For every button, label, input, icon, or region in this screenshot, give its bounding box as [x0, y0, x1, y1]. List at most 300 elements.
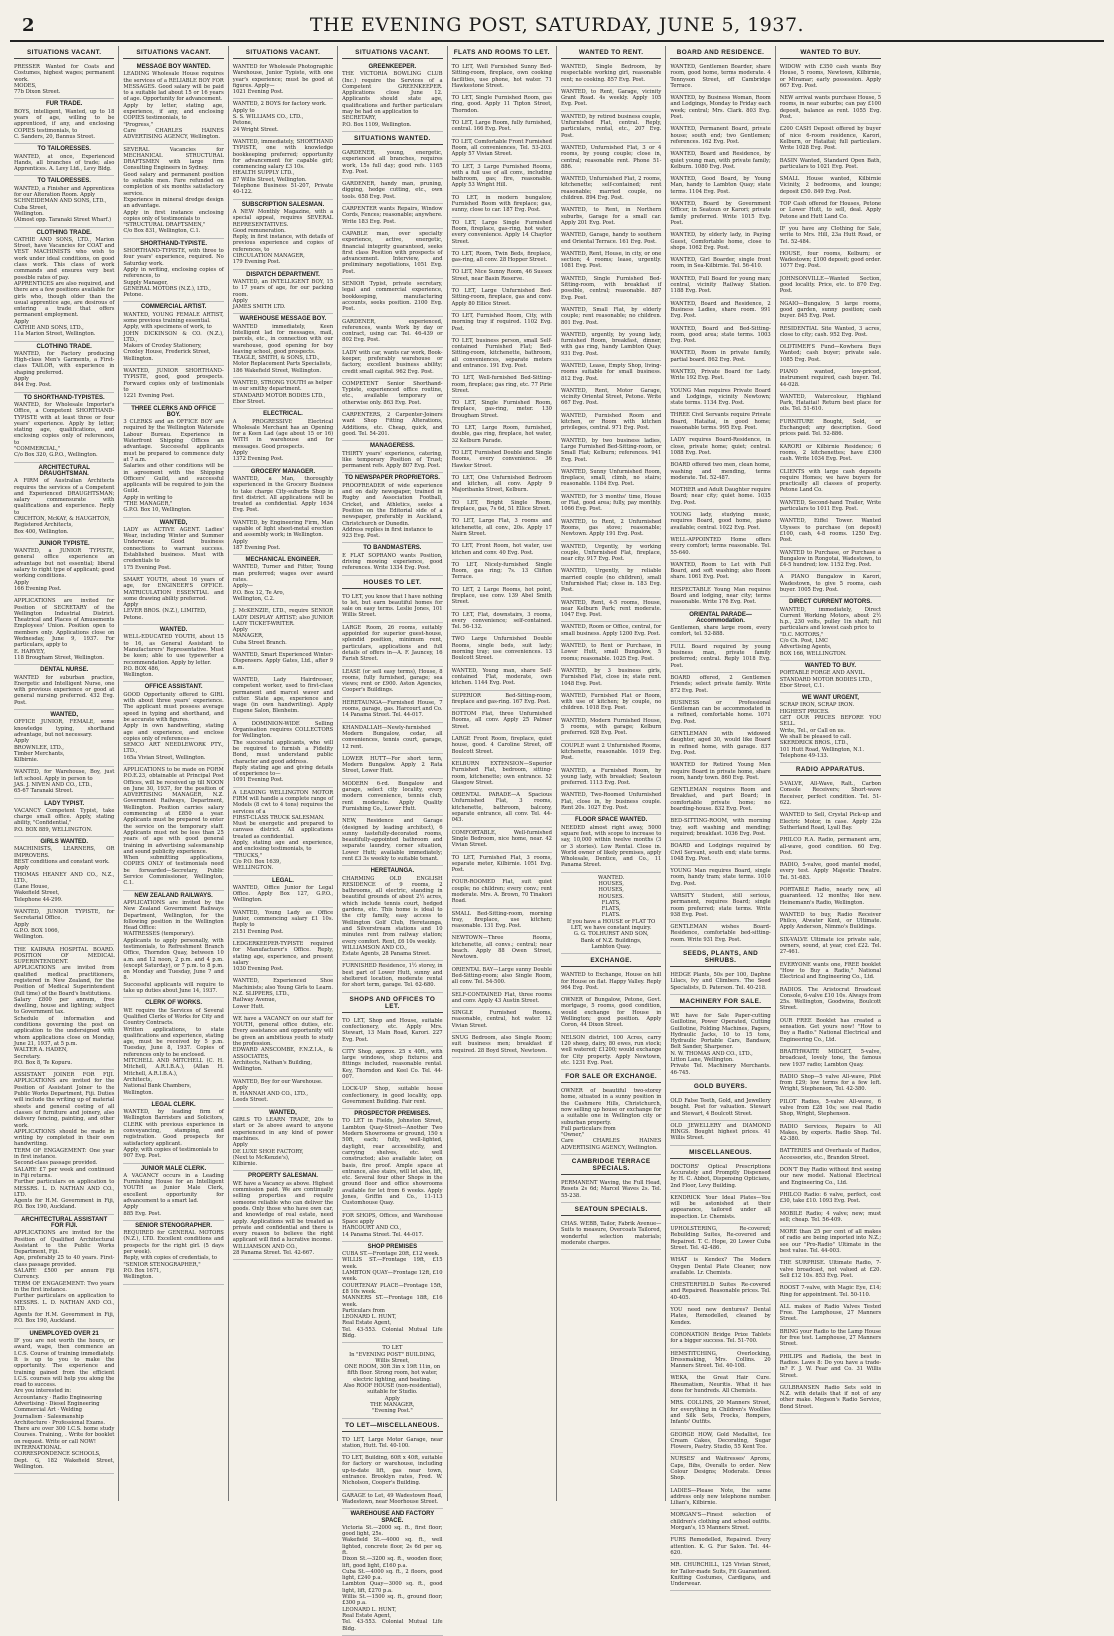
ad-heading: ORIENTAL PARADE—Accommodation. — [689, 611, 752, 624]
ad-heading: FLOOR SPACE WANTED. — [575, 817, 648, 824]
classified-ad — [780, 860, 881, 885]
section-heading: SEEDS, PLANTS, AND SHRUBS. — [670, 947, 770, 967]
ad-text: WANTED to Exchange, House on hill for House on flat. Happy Valley. Reply 964 Evg. Post. — [560, 972, 662, 991]
classified-ad — [452, 734, 552, 759]
classified-ad — [14, 393, 114, 463]
ad-heading: UNEMPLOYED OVER 21 — [29, 1330, 99, 1337]
ad-text: £200 CASH Deposit offered by buyer of nice 6-room residence, Karori, Kelburn, or Hataitai; full particulars. Write 1028 Evg. Post. — [779, 126, 882, 152]
classified-ad — [14, 228, 114, 342]
ad-text: MACHINISTS, LEARNERS, OR IMPROVERS. BEST conditions and constant work. Apply THOMAS HEANEY AND CO., N.Z., LTD., (Lane House, Wakefield Street, Telephone 44-299. — [14, 846, 115, 903]
classified-ad — [670, 1121, 770, 1146]
ad-text: WANTED, 2 BOYS for factory work. Apply to S. S. WILLIAMS CO., LTD., Petone, 24 Wright Street. — [232, 101, 327, 133]
page-number: 2 — [22, 14, 35, 36]
classified-ad — [780, 299, 881, 324]
ad-heading: MESSAGE BOY WANTED. — [136, 64, 211, 70]
classified-ad — [452, 610, 552, 635]
ad-text: MORGAN'S—Finest selection of children's clothing and school outfits. Morgan's, 15 Manners Street. — [670, 1512, 771, 1532]
ad-text: FOR SHOPS, Offices, and Warehouse Space apply HARCOURT AND CO., 14 Panama Street. Tel. 44-017. — [342, 1212, 443, 1238]
ad-text: LADIES—Please Note, the same address only new telephone number. Lilian's, Kilbirnie. — [670, 1487, 771, 1507]
classified-ad — [233, 378, 333, 409]
classified-ad — [342, 543, 442, 575]
classified-ad — [233, 270, 333, 315]
ad-text: EVERYONE wants one, FREE booklet "How to Buy a Radio," National Electrical and Engineering Co., Ltd. — [779, 961, 882, 981]
ad-heading: WAREHOUSE MESSAGE BOY. — [239, 316, 327, 323]
classified-ad — [670, 510, 770, 535]
ad-text: TO LET, Furnished Flat, 3 rooms, separate meter, Kilbirnie. 1051 Evg. Post. — [451, 854, 552, 874]
ad-text: WANTED, Young Lady as Office Junior, commencing salary £1 10s. Reply to 2151 Evening Post. — [232, 909, 334, 935]
classified-ad — [561, 436, 661, 467]
section-heading: MACHINERY FOR SALE. — [670, 995, 770, 1008]
section-heading: SITUATIONS VACANT. — [233, 46, 333, 59]
column-5 — [448, 46, 557, 1501]
ad-text: TOP Cash offered for Houses, Petone or Lower Hutt, to sell, deal. Apply Petone and Hutt Land Co. — [779, 201, 882, 220]
ad-text: WANTED, by two business ladies, Large Furnished Bed-Sitting-room, or Small Flat; Kelburn; references. 941 Evg. Post. — [560, 437, 662, 463]
classified-ad — [670, 1162, 770, 1193]
ad-text: HEDGE Plants, 50s per 100, Daphne Lilacs, Ivy and Climbers. The Seed Specialists, D. Paterson. Tel. 40-218. — [670, 972, 771, 991]
classified-ad — [780, 1352, 881, 1383]
section-heading: MISCELLANEOUS. — [670, 1146, 770, 1159]
ad-heading: TO SHORTHAND-TYPISTES. — [23, 394, 105, 401]
classified-ad — [342, 229, 442, 279]
ad-text: SMALL Bed-Sitting-room, morning tray, fireplace, use kitchen; reasonable. 131 Evg. Post. — [451, 910, 552, 930]
ad-text: CHARMING OLD ENGLISH RESIDENCE of 9 rooms, 2 bathrooms, all electric, standing in beautiful grounds of about 2½ acres, which include tennis court, hedged gardens, etc. This home is ideal to the city family, easy access to Wellington Golf Club, Heretaunga, and Silverstream stations and 10 minutes rent from railway station; every comfort. Rent, £6 10s weekly. WILLIAMSON AND CO., Estate Agents, 28 Panama Street. — [342, 875, 443, 958]
ad-text: WANTED, Room or Office, central, for small business. Apply 1200 Evg. Post. — [560, 624, 662, 637]
classified-ad — [342, 441, 442, 473]
classified-ad — [14, 1329, 114, 1475]
ad-text: WANTED immediately, Keen Intelligent lad for messages, mail, parcels, etc., in connection with our warehouse, good opening for boy leaving school, good prospects. TEAGLE, SMITH, & SONS, LTD., Motor Replacement Parts Specialists, 186 Wakefield Street, Wellington. — [232, 323, 334, 374]
classified-ad — [670, 1011, 770, 1080]
classified-ad — [561, 766, 661, 791]
classified-ad — [670, 785, 770, 816]
classified-ad — [342, 410, 442, 441]
classified-ad — [342, 1109, 442, 1210]
ad-text: PHILCO Radio: 6 valve, perfect, cost £30, take £10. 1093 Evg. Post. — [779, 1191, 882, 1205]
classified-ad — [233, 788, 333, 876]
ad-text: WELL-APPOINTED Home offers every comfort; terms reasonable. Tel. 55-640. — [670, 536, 771, 556]
classified-ad — [670, 729, 770, 760]
section-heading: SITUATIONS VACANT. — [14, 46, 114, 59]
ad-heading: WANTED, — [269, 1109, 297, 1116]
classified-ad — [670, 673, 770, 698]
classified-ad — [14, 945, 114, 1071]
classified-ad — [670, 970, 770, 995]
ad-text: APPLICATIONS to be made on FORM P.O.E.23, obtainable at Principal Post Offices, will be received up till NOON on June 30, 1937, for the position of ADVERTISING MANAGER, N.Z. Government Railways, Department, Wellington. Position carries salary commencing at £850 a year. Applicants must be prepared to enter the service on the temporary staff. Applicants must not be less than 25 years of age with good general training in advertising salesmanship and sound publicity experience. When submitting applications, COPIES ONLY of testimonials need be forwarded—Secretary, Public Service Commissioner, Wellington, C.1. — [123, 766, 224, 887]
ad-text: WANTED, Girl Boarder, single front room, in Sea-Kilbirnie. Tel. 56-410. — [670, 257, 771, 270]
columns — [10, 46, 1104, 1632]
ad-text: CHAS. WEBB, Tailor, Fabrik Avenue—Suits to measure, Overcoats Tailored, wonderful selection materials; moderate charges. — [560, 1220, 662, 1246]
classified-ad — [561, 790, 661, 815]
classified-ad — [670, 199, 770, 230]
ad-text: TO LET, Room, Twin Beds, fireplace, gas-ring, all conv. 28 Hopper Street. — [451, 250, 552, 264]
classified-ad — [670, 1193, 770, 1224]
ad-text: WANTED, by 3 business girls, Furnished Flat, close in; state rent. 1048 Evg. Post. — [560, 667, 662, 687]
classified-ad — [342, 348, 442, 379]
classified-ad — [452, 965, 552, 990]
classified-ad — [342, 1242, 442, 1343]
ad-text: WANTED, STRONG YOUTH as helper in our smithy department. STANDARD MOTOR BODIES LTD., Ebor Street. — [232, 380, 333, 405]
ad-text: TO LET, Nicely-furnished Single Room, gas ring; 7s. 13 Clifton Terrace. — [451, 561, 552, 581]
ad-text: WANTED, YOUNG FEMALE ARTIST, some previous training essential. Apply, with specimens of work, to JOHN DICKINSON & CO. (N.Z.), LTD., Makers of Croxley Stationery, Croxley House, Frederick Street, Wellington. — [123, 311, 224, 362]
ad-text: WEKA, the Great Hair Cure. Rheumatism, Neuritis. What it has done for hundreds. All Chemists. — [670, 1375, 771, 1395]
classified-ad — [670, 485, 770, 510]
classified-ad — [561, 666, 661, 691]
ad-text: CATHIE AND SONS, LTD., Marion Street, have Vacancies for COAT and VEST MACHINISTS who wish to work under ideal conditions, on good class work. This class of work commands and ensures very best possible rates of pay. APPRENTICES are also required, and there are a few positions available for girls who, though older than the usual apprentice age, are desirous of entering a trade that offers permanent employment. Apply CATHIE AND SONS, LTD., 11a Marion Street, Wellington. — [14, 236, 115, 338]
classified-ad — [670, 1560, 770, 1591]
ad-text: PILOT Radios, 5-valve All-wave, 6 valve from £28 10s; see real Radio Shop, Wright, Stephenson. — [779, 1098, 882, 1118]
ad-text: LOCK-UP Shop, suitable house confectionery, in good locality, opp. Government Building. Fair rent. — [342, 1086, 443, 1105]
ad-text: WANTED, Good Board, by Young Man, handy to Lambton Quay; state terms. 1104 Evg. Post. — [670, 176, 771, 195]
classified-ad — [561, 174, 661, 205]
ad-text: PRESSER Wanted for Coats and Costumes, highest wages; permanent work. MODES, 77b Dixon Street. — [14, 64, 115, 96]
classified-ad — [670, 610, 770, 642]
classified-ad — [452, 853, 552, 878]
classified-ad — [233, 467, 333, 518]
column-1 — [10, 46, 119, 1501]
classified-ad — [452, 709, 552, 734]
ad-text: BRAITHWAITE MIDGET, 5-valve, broadcast, lovely tone, the famous new 1937 radio; Lambton Quay. — [779, 1048, 882, 1068]
classified-ad — [342, 779, 442, 816]
classified-ad — [342, 866, 442, 961]
ad-text: LADY as ACTIVE AGENT. Ladies' Wear, including Winter and Summer Underwear. Good business connections to warrant success. Established business. Must with credentials to 175 Evening Post. — [123, 526, 224, 571]
ad-text: WANTED, to Rent or Purchase, in Lower Hutt, small Bungalow, 5 rooms; reasonable. 1025 Evg. Post. — [560, 643, 662, 662]
classified-ad — [780, 1383, 881, 1414]
ad-text: WANTED, Urgently, by working couple, Unfurnished Flat, fireplace, near city. 917 Evg. Post. — [560, 543, 662, 563]
classified-ad — [452, 516, 552, 541]
ad-heading: TO NEWSPAPER PROPRIETORS. — [344, 475, 440, 482]
ad-text: WANTED, Permanent Board, private house; south end; two Gentlemen; references. 162 Evg. Post. — [670, 126, 771, 145]
ad-text: WANTED, Single Bedroom, by respectable working girl, reasonable rent; no cooking. 857 Evg. Post. — [560, 64, 662, 83]
classified-ad — [233, 62, 333, 99]
classified-ad — [670, 560, 770, 585]
ad-text: LOWER HUTT—For short term, Modern Bungalow. Apply 2 Rata Street, Lower Hutt. — [342, 755, 443, 775]
column-3 — [229, 46, 338, 1501]
ad-text: WE have for Sale Paper-cutting Guillotine, Power Operated, Cutting Guillotine, Folding Machines, Pagers, Hydraulic Jacks, 10 to 15 tons, Hydraulic Portable Cars, Bandsaw, Belt Sander, Sharpener. N. W. THOMAS AND CO., LTD., Litton Lane, Wellington. Private Tel. Machinery Merchants. 46-745. — [670, 1012, 771, 1076]
ad-text: WANTED, immediately, SHORTHAND TYPISTE, one with knowledge bookkeeping preferred; opportunity for advancement for capable girl; commencing salary £3 10s. HEALTH SUPPLY LTD., 87 Willis Street, Wellington. Telephone Business 51-207, Private 40-122. — [232, 138, 334, 196]
ad-text: OWNER of Bungalow, Petone, Govt. mortgage, 5 rooms, good condition, would exchange for House in Wellington; good position. Apply Coron, 44 Dixon Street. — [560, 997, 662, 1029]
ad-text: TO LET, Bright Single Room, fireplace, gas, 7s 6d, 51 Ellice Street. — [451, 499, 552, 513]
ad-text: 3 CLERKS and an OFFICE BOY are required by the Wellington Waterside Labour Bureau. Experience in Waterfront Shipping Offices an advantage. Successful applicants must be prepared to commence duty at 7 a.m. Salaries and other conditions will be in agreement with the Shipping Officers' Guild, and successful applicants will be required to join the Guild. Apply in writing to "THE MANAGER," G.P.O. Box 10, Wellington. — [123, 419, 224, 514]
ad-text: THE VICTORIA BOWLING CLUB (Inc.) require the Services of a Competent GREENKEEPER. Applications close June 12. Applicants should state age, qualifications and further particulars may be had on application to SECRETARY, P.O. Box 1109, Wellington. — [342, 71, 443, 128]
ad-text: OLDTIMER'S Fund—Kowhera Buys Wanted; cash buyer; private sale. 1085 Evg. Post. — [779, 344, 882, 363]
ad-text: J. McKENZIE, LTD., require SENIOR LADY DISPLAY ARTIST; also JUNIOR LADY TICKET-WRITER. Apply MANAGER, Cuba Street Branch. — [232, 608, 334, 646]
classified-ad — [233, 650, 333, 675]
ad-text: WANTED, Smart Experienced Winter-Dispensers. Apply Gates, Ltd., after 9 a.m. — [232, 652, 334, 671]
classified-ad — [780, 1258, 881, 1283]
ad-text: WE have a Vacancy as above. Highest commission paid. We are continually selling properties and require someone reliable who can deliver the goods. Only those who have own car, and knowledge of real estate, need apply. Applications will be treated as private and confidential and there is every reason to believe the right applicant will find a lucrative income. WILLIAMSON AND CO., 28 Panama Street. Tel. 42-667. — [232, 1180, 334, 1256]
ad-heading: MANAGERESS. — [370, 443, 415, 450]
ad-text: WANTED, Board and Bed-Sitting-room, good area; state terms. 1003 Evg. Post. — [670, 325, 771, 345]
classified-ad — [233, 409, 333, 466]
classified-ad — [123, 1221, 223, 1285]
ad-text: FURNISHED Residence, 1½ storey, in best part of Lower Hutt, sunny and sheltered location, moderate rental for short term, garage. Tel. 62-680. — [342, 963, 443, 989]
classified-ad — [342, 698, 442, 723]
ad-heading: OFFICE ASSISTANT. — [144, 684, 203, 691]
section-heading: BOARD AND RESIDENCE. — [670, 46, 770, 59]
classified-ad — [452, 423, 552, 448]
classified-ad — [342, 62, 442, 132]
ad-text: LARGE Front Room, fireplace, quiet house, good. 4 Caroline Street, off Boulcott Street. — [451, 736, 552, 755]
classified-ad — [670, 760, 770, 785]
ad-text: NEW, Residence and Garage (designed by leading architect), 6 sunny tastefully-decorated rooms, beautifully-appointed bathroom and separate laundry, corner situation, Lower Hutt; available immediately; rent £3 3s weekly to suitable tenant. — [342, 818, 443, 862]
classified-ad — [561, 305, 661, 330]
section-heading: RADIO APPARATUS. — [780, 763, 881, 776]
classified-ad — [780, 367, 881, 392]
ad-text: WIDOW with £350 cash wants Buy House, 5 rooms, Newtown, Kilbirnie, or Miramar; early possession. Apply 667 Evg. Post. — [779, 64, 882, 89]
ad-text: WANTED, by retired business couple, Unfurnished Flat, central. Reply, particulars, rental, etc., 207 Evg. Post. — [560, 113, 662, 139]
ad-text: WANTED for suburban practice, Energetic and Intelligent Nurse, one with previous experience or good at general nursing preferred. 432 Evg. Post. — [14, 674, 115, 706]
ad-text: KENDRICK Your Ideal Plates—You will be astonished at their appearance, tailored under all inspection. Lr. Chemists. — [670, 1194, 771, 1220]
classified-ad — [670, 1305, 770, 1330]
ad-text: CORONATION Bridge Prize Tablets for a bigger success. Tel. 51-700. — [670, 1331, 771, 1345]
ad-text: GARDENER, young, energetic, experienced all branches, requires work, 15s full day; good refs. 1165 Evg. Post. — [342, 149, 443, 175]
classified-ad — [561, 492, 661, 517]
ad-text: TO LET, Well Furnished Sunny Bed-Sitting-room, fireplace, own cooking facilities, use phone, hot water. 71 Hawkestone Street. — [451, 64, 552, 89]
classified-ad — [452, 267, 552, 286]
ad-text: GENTLEMAN with widowed daughter, aged 30, would like Board in refined home, with garage. 837 Evg. Post. — [670, 731, 771, 756]
ad-text: YOU need new dentures? Dental Plates, Remodelled, cleaned by Kendex. — [670, 1307, 771, 1326]
ad-text: CLIENTS with large cash deposits require Homes; we have buyers for practically all classes of property. Petone Land Co. — [779, 468, 882, 494]
column-4 — [338, 46, 447, 1632]
classified-ad — [780, 417, 881, 442]
classified-ad — [670, 1398, 770, 1429]
ad-text: TO LET, in modern bungalow, Furnished Room with fireplace; gas, sunny, close to car. 187 Evg. Post. — [451, 194, 552, 214]
ad-heading: DENTAL NURSE. — [40, 667, 89, 674]
classified-ad — [561, 87, 661, 112]
classified-ad — [780, 93, 881, 124]
classified-ad — [342, 1084, 442, 1109]
classified-ad — [123, 404, 223, 518]
ad-text: FURS Remodelled, Repaired. Every attention. K. G. Fur Salon. Tel. 44-620. — [670, 1537, 771, 1556]
classified-ad — [14, 665, 114, 710]
classified-ad — [780, 467, 881, 498]
classified-ad — [14, 596, 114, 665]
ad-text: PHILIPS and Radiola, the best in Radios. Laws 8: Do you have a trade-in? F. J. W. Fear and Co. 31 Willis Street. — [779, 1353, 882, 1379]
ad-text: THREE Civil Servants require Private Board, Hataitai, in good home; reasonable terms. 995 Evg. Post. — [670, 412, 771, 432]
ad-text: TO LET, Large Flat, 3 rooms and kitchenette, all conv., 20s. Apply 17 Nairn Street. — [451, 518, 552, 537]
ad-text: SEVERAL Vacancies for MECHANICAL STRUCTURAL DRAFTSMEN with large firm Consulting Engineers in Sydney. Good salary and permanent position to suitable men. Fare refunded on completion of six months satisfactory service. Experience in mineral dredge design an advantage. Apply in first instance enclosing copies only of testimonials to "STRUCTURAL DRAFTSMEN," C/o Box 831, Wellington, C.1. — [123, 146, 224, 235]
classified-ad — [233, 719, 333, 788]
classified-ad — [342, 379, 442, 410]
ad-text: NEEDED almost right away, 5000 square feet, with scope to increase to say, 10,000 within twelve months (3 or 3 stories). Low Rental. Close in. World owner of likely premises, apply Wholesale, Dentice, and Co., 11 Panama Street. — [560, 824, 662, 869]
ad-text: WANTED, for Factory producing High-class Men's Garments, a First-class TAILOR, with experience in shaping preferred. Apply 844 Evg. Post. — [14, 350, 115, 389]
ad-text: WANTED, for Wholesale Importer's Office, a Competent SHORTHAND-TYPISTE with at least three or four years' experience. Apply by letter, stating age, qualifications, and enclosing copies only of references, to "COMMERCIAL," C/o Box 320, G.P.O., Wellington. — [14, 401, 115, 459]
classified-ad — [780, 1227, 881, 1258]
ad-text: GOOD Opportunity offered to GIRL with about three years' experience. The applicant must possess average speed in typing and shorthand, and be accurate with figures. Apply in own handwriting, stating age and experience, and enclose copies only of references— SEMCO ART NEEDLEWORK PTY., LTD., 165a Vivian Street, Wellington. — [123, 691, 224, 761]
classified-ad — [561, 1178, 661, 1203]
classified-ad — [780, 1209, 881, 1228]
classified-ad — [561, 1033, 661, 1070]
ad-text: TO LET in Fields, Johnston Street, Lambton Quay-Street—Another Two Modern Showrooms or ground, 150 x 50ft, each; fully, well-lighted, daylight, rear accessibility, and carrying shelves, etc. well constructed; also available later, on basis, fire proof. Ample space at entrance, also stairs, will let also, lift, etc. Several four other Shops in the ground floor and office showrooms available for let from 6 weeks. Apply Jones, Griffin and Co., 11-113 Customhouse Quay. — [342, 1118, 443, 1207]
classified-ad — [452, 473, 552, 498]
ad-text: WANTED. HOUSES, HOUSES, HOUSES. FLATS, FLATS, FLATS. If you have a HOUSE or FLAT TO LET, we have constant inquiry. G. G. TOLHURST AND SON, Bank of N.Z. Buildings, Lambton Quay. — [567, 874, 656, 950]
ad-text: SINGLE Furnished Rooms, reasonable, central, hot water. 12 Vivian Street. — [451, 1010, 552, 1029]
ad-text: BOARD and Lodgings required by Civil Servant, south end; state terms. 1048 Evg. Post. — [670, 843, 771, 862]
classified-ad — [233, 314, 333, 378]
ad-text: BATTERIES and Overhauls of Radios, Accessories, etc., Brandon Street. — [779, 1148, 882, 1161]
classified-ad — [670, 1330, 770, 1349]
classified-ad — [780, 572, 881, 597]
classified-ad — [452, 193, 552, 218]
ad-heading: WANTED, — [50, 712, 79, 719]
ad-text: WANTED, Rent, 4-5 rooms, House, near Kelburn Park; rent moderate. 1047 Evg. Post. — [560, 599, 662, 619]
ad-text: A FIRM of Australian Architects requires the services of a Competent and Experienced DRAUGHTSMAN; salary commensurate with qualifications and experience. Reply to CRICHTON, McKAY, & HAUGHTON, Registered Architects, Box 400, Wellington. — [14, 478, 115, 535]
ad-text: SHORTHAND-TYPISTE, with three to four years' experience, required. No Saturday work. Apply in writing, enclosing copies of references, to Supply Manager, GENERAL MOTORS (N.Z.), LTD., Petone. — [123, 248, 224, 299]
ad-text: WANTED, Eiffel Tower. Wanted Ulysses to purchase (on deposit) £100, cash, 4-8 rooms. 1250 Evg. Post. — [779, 518, 882, 544]
ad-heading: CLOTHING TRADE. — [36, 343, 92, 350]
ad-text: GARAGE to Let, 49 Wadestown Road, Wadestown, near Moorhouse Street. — [342, 1492, 443, 1505]
ad-text: WE have a VACANCY on our staff for YOUTH, general office duties, etc. Every assistance and opportunity will be given an ambitious youth to study the profession. EDWARD ANSCOMBE, F.N.Z.I.A., & ASSOCIATES, Architects, Nathan's Building, Wellington. — [232, 1015, 334, 1073]
classified-ad — [342, 1016, 442, 1047]
ad-text: MOBILE Radio; 4 valve; new; must sell; cheap. Tel. 56-409. — [779, 1210, 882, 1223]
ad-text: BED-SITTING-ROOM, with morning tray, soft washing and mending; required; breakfast. 1036 Evg. Post. — [670, 818, 771, 837]
ad-text: WANTED, urgently, by young lady, furnished Room, breakfast, dinner, with gas ring, handy Lambton Quay. 931 Evg. Post. — [560, 331, 662, 357]
classified-ad — [780, 960, 881, 985]
ad-text: WANTED, JUNIOR SHORTHAND-TYPISTE, good, good prospects. Forward copies only of testimonials to 1221 Evening Post. — [123, 368, 224, 400]
ad-text: RADIO Services, Repairs to All Makes, by experts. Radio Shop. Tel. 42-380. — [779, 1123, 882, 1143]
classified-ad — [342, 179, 442, 204]
ad-heading: ARCHITECTURAL DRAUGHTSMAN. — [38, 464, 90, 477]
ad-text: WANTED, a JUNIOR TYPISTE, general office experience an advantage but not essential; liberal salary to right type of applicant; good working conditions. Apply 166 Evening Post. — [14, 548, 115, 592]
classified-ad — [780, 1302, 881, 1327]
ad-text: TO LET, Building, 60ft x 40ft, suitable for factory or warehouse, including up-to-date lift, gas near town, entrance. Brooklyn rates, Fred. W. Nicholson, Cooper's Building. — [342, 1455, 443, 1487]
classified-ad — [780, 62, 881, 93]
classified-ad — [780, 1146, 881, 1165]
ad-heading: PROSPECTOR PREMISES. — [354, 1111, 431, 1118]
ad-text: WANTED, Experienced Shoe Machinists; also Young Girls to Learn. N.Z. SLIPPERS, LTD., Railway Avenue, Lower Hutt. — [232, 978, 334, 1010]
ad-text: TO LET, Single Furnished Room, gas ring, good. Apply 11 Tipton Street, Thorndon. — [451, 95, 552, 114]
ad-text: SUPERIOR Bed-Sitting-room, fireplace and gas-ring. 167 Evg. Post. — [451, 692, 552, 705]
classified-ad — [452, 790, 552, 827]
ad-heading: DISPATCH DEPARTMENT. — [246, 271, 320, 278]
ad-text: APPLICATIONS are invited for Position of SECRETARY of the Wellington Industrial District. Theatrical and Places of Amusements Employees' Union. Position open to members only. Applications close on Wednesday, June 9, 1937. For particulars, apply to E. HARVEY, 118 Brougham Street, Wellington. — [14, 598, 115, 661]
ad-text: CITY Shop, approx. 25 x 40ft., with large windows, shop fixtures and fittings included, reasonable rental. Key, Thorndon and Keel Co. Tel. 44-007. — [342, 1048, 443, 1080]
ad-text: MODERN 6-rd. Bungalow and garage, select city locality, every modern convenience, tennis club, rent moderate. Apply Quality Furnishing Co., Lower Hutt. — [342, 780, 443, 812]
ad-text: NGAIO—Bungalow, 5 large rooms, good garden, sunny position; cash buyer. 845 Evg. Post. — [779, 300, 882, 320]
classified-ad — [670, 922, 770, 947]
ad-text: SMALL House wanted, Kilbirnie Vicinity, 2 bedrooms, and lounge; deposit £50. 849 Evg. Post. — [779, 176, 882, 195]
ad-text: WANTED to Purchase, or Purchase a Bungalow in Rongotai, Wadestown, to £4-5 hundred; low. 1152 Evg. Post. — [779, 549, 882, 569]
classified-ad — [452, 118, 552, 137]
ad-text: SCRAP IRON, SCRAP IRON. HIGHEST PRICES. GET OUR PRICES BEFORE YOU SELL. Write, Tel., or Call on us. We shall be pleased to call. SKERDRICK BROS., LTD., 101 Hutt Road, Wellington, N.1. Telephone 49-133. — [779, 702, 882, 759]
ad-text: WANTED, Room to Let with Full Board, and soft washing; also Room share. 1061 Evg. Post. — [670, 561, 771, 581]
classified-ad — [561, 815, 661, 872]
ad-text: WANTED, Rent, Motor Garage, vicinity Oriental Street, Petone. Write 667 Evg. Post. — [560, 387, 662, 407]
classified-ad — [342, 1211, 442, 1242]
ad-text: APPLICATIONS are invited for the Position of Qualified Architectural Assistant to the Public Works Department, Fiji. Age, preferably 25 to 40 years. First-class passage provided. SALARY: £500 per annum Fiji Currency. TERM OF ENGAGEMENT: Two years in the first instance. Further particulars on application to MESSRS. L. D. NATHAN AND CO., LTD. Agents for H.M. Government in Fiji, P.O. Box 190, Auckland. — [14, 1230, 115, 1325]
classified-ad — [342, 317, 442, 348]
classified-ad — [670, 1510, 770, 1535]
ad-text: WANTED for Wholesale Photographic Warehouse, Junior Typiste, with one year's experience; must be good at figures. Apply— 1021 Evening Post. — [232, 64, 334, 96]
classified-ad — [233, 1171, 333, 1260]
ad-text: MOTHER and Adult Daughter require Board; near city; quiet home. 1035 Evg. Post. — [670, 487, 771, 506]
ad-heading: CLOTHING TRADE. — [36, 229, 92, 236]
classified-ad — [670, 1535, 770, 1560]
ad-text: WANTED, to Rent, in Northern suburbs, Garage for a small car. Apply 201 Evg. Post. — [560, 207, 662, 226]
classified-ad — [342, 148, 442, 179]
classified-ad — [233, 99, 333, 136]
ad-text: WE require the Services of Several Qualified Clerks of Works for City and Country Contracts. Written applications, to state qualifications and experience, stating age, must be received by 5 p.m. Tuesday, June 8, 1937. Copies of references only to be enclosed. MITCHELL AND MITCHELL (C. H. Mitchell, A.R.I.B.A.), (Allan H. Mitchell, A.R.I.B.A.), Architects, National Bank Chambers, Wellington. — [123, 1007, 224, 1096]
classified-ad — [452, 249, 552, 268]
section-heading: SHOPS AND OFFICES TO LET. — [342, 993, 442, 1013]
classified-ad — [561, 62, 661, 87]
ad-text: BASIN Wanted, Standard Open Bath, particulars to 1021 Evg. Post. — [779, 157, 882, 170]
classified-ad — [670, 255, 770, 274]
ad-text: WANTED, Furnished Room and kitchen, or Room with kitchen privileges, central. 971 Evg. Post. — [560, 412, 662, 432]
classified-ad — [123, 998, 223, 1099]
classified-ad — [780, 274, 881, 299]
classified-ad — [780, 342, 881, 367]
classified-ad — [670, 1430, 770, 1455]
ad-text: BOARD offered, 2 Gentlemen Friends; select private family. Write 872 Evg. Post. — [670, 674, 771, 694]
ad-text: VACANCY Competent Typist, take charge small office. Apply, stating ability, "Confidential," P.O. BOX 889, WELLINGTON. — [14, 807, 115, 833]
ad-text: WANTED, Urgently, by reliable married couple (no children), small Unfurnished Flat; close in. 183 Evg. Post. — [560, 568, 662, 594]
ad-text: WANTED, Sunny Unfurnished Room, fireplace, small, climb, no stairs; reasonable. 1184 Evg. Post. — [560, 468, 662, 488]
ad-heading: DIRECT CURRENT MOTORS. — [788, 599, 872, 606]
ad-text: WANTED, Single Furnished Bed-Sitting-room, with breakfast if possible, central; reasonable. 887 Evg. Post. — [560, 275, 662, 301]
section-heading: SEATOUN SPECIALS. — [561, 1203, 661, 1216]
ad-heading: WE WANT URGENT, — [801, 695, 859, 702]
ad-text: SELF-CONTAINED Flat, three rooms and conv. Apply 43 Austin Street. — [451, 991, 552, 1004]
ad-text: WANTED, Board by Government Officer, in Seatoun or Karori; private family preferred. Write 1015 Evg. Post. — [670, 201, 771, 226]
classified-ad — [561, 112, 661, 143]
classified-ad — [780, 1072, 881, 1097]
classified-ad — [670, 816, 770, 841]
classified-ad — [233, 675, 333, 719]
ad-text: WANTED, Unfurnished Flat, 2 rooms, kitchenette; self-contained; rent reasonable; married couple, no children. 894 Evg. Post. — [560, 176, 662, 202]
classified-ad — [233, 200, 333, 270]
ad-text: PHILCO R.A. Radio, permanent arm, all-wave, good condition. 60 Evg. Post. — [779, 837, 882, 856]
ad-text: IF you have any Clothing for Sale, write to Mrs. Hill, 23a Hutt Road, or Tel. 52-484. — [779, 225, 882, 245]
classified-ad — [670, 1255, 770, 1280]
ad-text: WANTED, Room in private family, partial board. 862 Evg. Post. — [670, 350, 771, 363]
classified-ad — [780, 174, 881, 199]
ad-heading: WAREHOUSE AND FACTORY SPACE. — [350, 1511, 435, 1524]
ad-text: ORIENTAL BAY—Large sunny Double Bed-Sitting-room; also Single Room, all conv. Tel. 54-500. — [451, 966, 552, 986]
classified-ad — [670, 410, 770, 435]
classified-ad — [780, 224, 881, 249]
ad-heading: ARCHITECTURAL ASSISTANT FOR FIJI. — [21, 1216, 108, 1229]
ad-text: SENIOR Typist, private secretary, legal and commercial experience, bookkeeping, manufacturing accounts, seeks position. 2100 Evg. Post. — [342, 281, 443, 313]
ad-text: IF you are not worth the hours, or award, wage, then commence an I.C.S. Course of training immediately. It is up to you to make the opportunity. The experience and training gained from the efficient I.C.S. courses will help you along the road to success. Are you interested in: Accountancy · Radio Engineering Advertising · Diesel Engineering Commercial Art · Welding Journalism · Salesmanship Architecture · Professional Exams. There are over 300 I.C.S. home study Courses. Training, . Write for booklet on request. Write or call NOW! INTERNATIONAL CORRESPONDENCE SCHOOLS, Dept. G, 182 Wakefield Street, Wellington. — [14, 1338, 115, 1470]
ad-text: LEDGERKEEPER-TYPISTE required for Manufacturer's Office. Reply, stating age, experience, and present salary 1030 Evening Post. — [232, 940, 334, 973]
ad-text: OFFICE JUNIOR, FEMALE, some knowledge typing, shorthand advantage, but not necessary. Apply BROWNLEE, LTD., Timber Merchants, Kilbirnie. — [14, 719, 115, 764]
classified-ad — [342, 1509, 442, 1636]
classified-ad — [780, 442, 881, 467]
ad-text: WANTED, Second-hand Trailer, Write particulars to 1011 Evg. Post. — [779, 499, 882, 513]
classified-ad — [342, 623, 442, 667]
classified-ad — [342, 1047, 442, 1084]
classified-ad — [561, 873, 661, 955]
classified-ad — [670, 642, 770, 673]
classified-ad — [452, 162, 552, 193]
classified-ad — [780, 779, 881, 810]
ad-heading: SUBSCRIPTION SALESMAN. — [241, 201, 325, 208]
classified-ad — [342, 279, 442, 316]
ad-text: WANTED, for Warehouse, Boy, just left school. Apply in person to JAS. J. NIVEN AND CO., LTD., 65-67 Taranaki Street. — [14, 769, 115, 795]
classified-ad — [561, 411, 661, 436]
classified-ad — [561, 641, 661, 666]
ad-heading: SENIOR STENOGRAPHER. — [135, 1222, 213, 1229]
ad-text: WANTED, Young man, share Self-contained Flat, moderate, own kitchen. 1144 Evg. Post. — [451, 667, 552, 687]
classified-ad — [780, 1016, 881, 1047]
classified-ad — [452, 828, 552, 853]
ad-text: CHESTERFIELD Suites Re-covered and Repaired. Reasonable prices. Tel. 40-405. — [670, 1282, 771, 1301]
ad-text: FOUR-ROOMED Flat, suit quiet couple; no children; every conv.; rent moderate. Mrs. A. Brown, 70 Tinakori Road. — [451, 879, 552, 905]
ad-text: LADY with car, wants car work, Book-keeper, preferably warehouse or factory, excellent business ability; credit small capital. 962 Evg. Post. — [342, 349, 443, 375]
classified-ad — [561, 741, 661, 766]
ad-text: ASSISTANT JOINER FOR FIJI. APPLICATIONS are invited for the Position of Assistant Joiner to the Public Works Department, Fiji. Duties will include the writing up of material sheets and general costing of all classes of furniture and joinery, also delivery fencing, painting, and other work. APPLICATIONS should be made in writing by completed in their own handwriting. TERM OF ENGAGEMENT: One year in first instance. Second-class passage provided. SALARY: £7 per week and continued in Fiji returns. Further particulars on application to MESSRS. L. D. NATHAN AND CO., LTD. Agents for H.M. Government in Fiji, P.O. Box 190, Auckland. — [14, 1072, 115, 1211]
classified-ad — [452, 62, 552, 93]
